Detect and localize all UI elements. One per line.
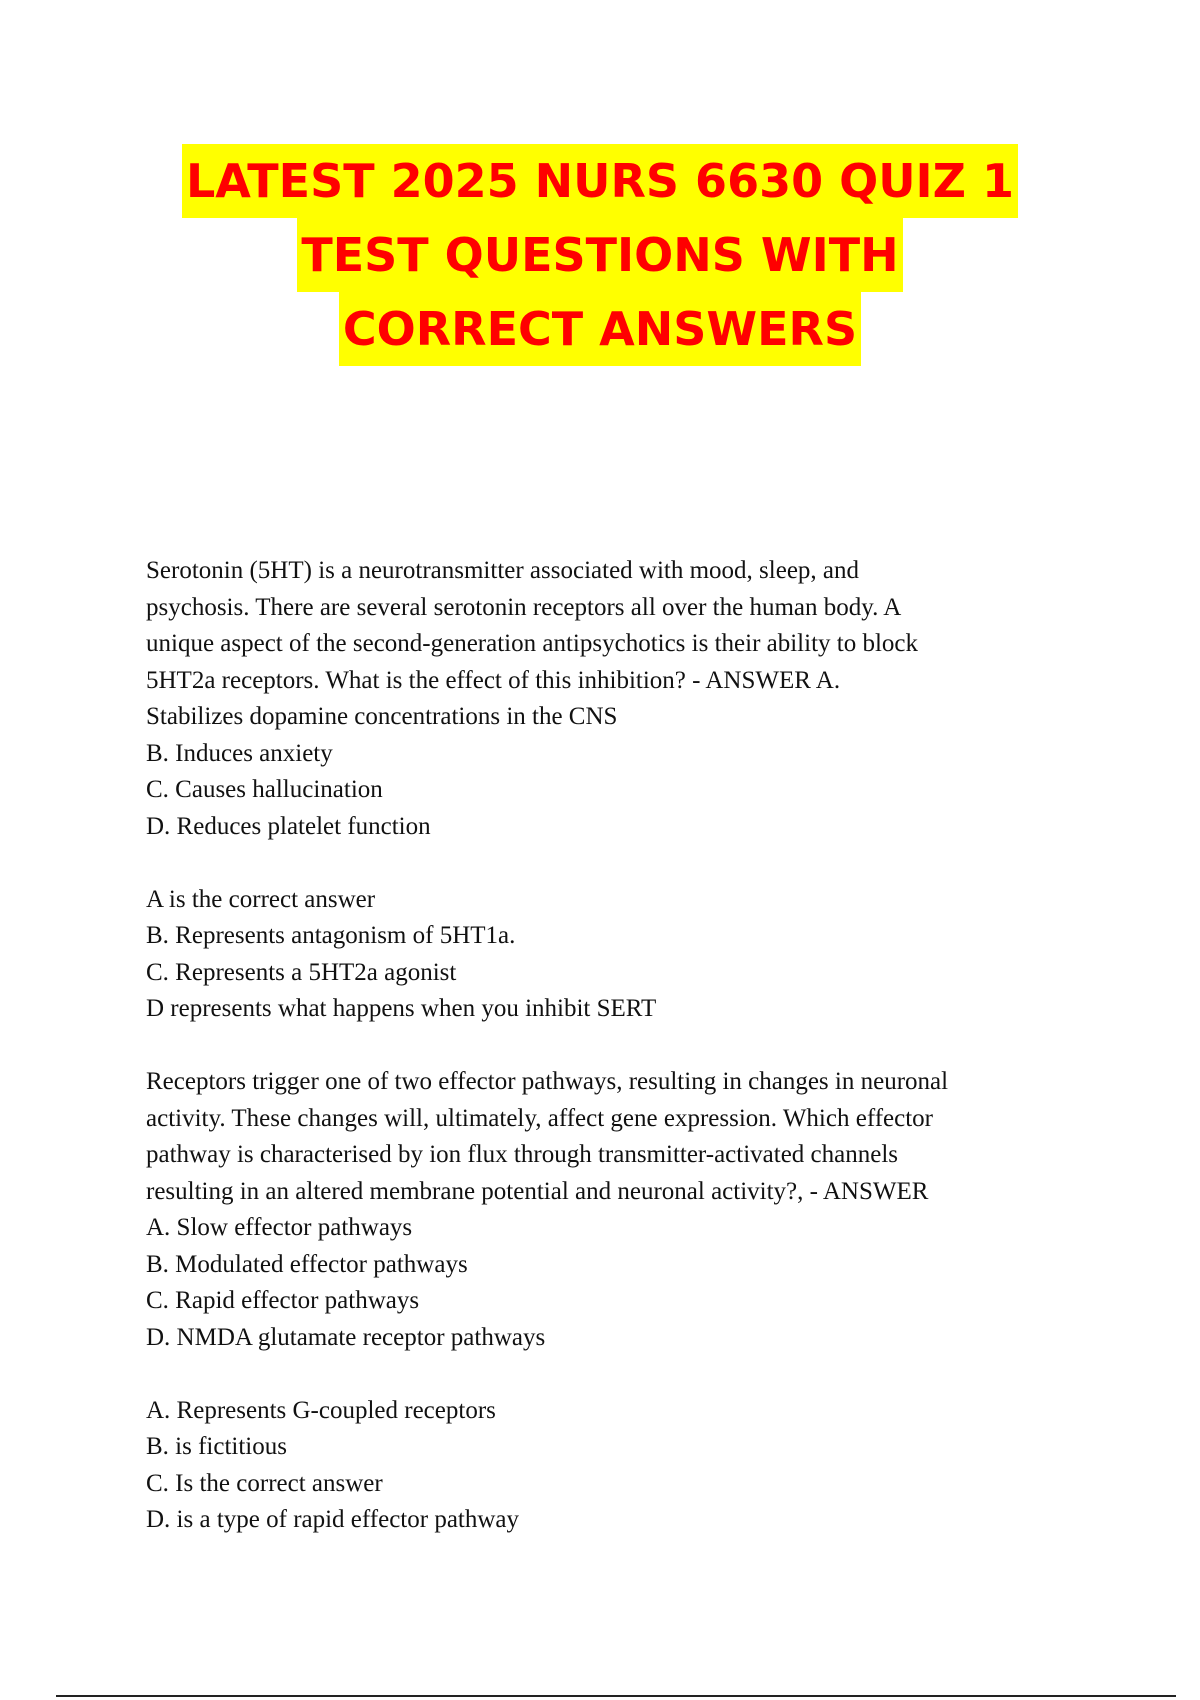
- document-body: [146, 553, 1066, 1539]
- text-line: activity. These changes will, ultimately, affect gene expression. Which effector: [146, 1104, 933, 1132]
- footer-divider: [56, 1695, 1176, 1697]
- title-line-2: TEST QUESTIONS WITH: [297, 218, 902, 292]
- text-line: Serotonin (5HT) is a neurotransmitter associated with mood, sleep, and: [146, 557, 860, 584]
- document-title: [0, 144, 1200, 366]
- text-line: psychosis. There are several serotonin receptors all over the human body. A: [146, 593, 902, 621]
- text-line: D. NMDA glutamate receptor pathways: [146, 1323, 546, 1351]
- paragraph-gap: [146, 1356, 1066, 1393]
- text-line: D. is a type of rapid effector pathway: [146, 1506, 520, 1533]
- text-line: D represents what happens when you inhibit SERT: [146, 995, 657, 1022]
- title-line-1: LATEST 2025 NURS 6630 QUIZ 1: [182, 144, 1018, 218]
- paragraph-gap: [146, 845, 1066, 882]
- text-line: pathway is characterised by ion flux through transmitter-activated channels: [146, 1141, 899, 1168]
- text-line: A. Represents G-coupled receptors: [146, 1396, 496, 1424]
- title-line-3: CORRECT ANSWERS: [339, 292, 861, 366]
- text-line: A is the correct answer: [146, 885, 376, 913]
- paragraph-gap: [146, 1028, 1066, 1065]
- text-line: A. Slow effector pathways: [146, 1214, 413, 1241]
- text-line: D. Reduces platelet function: [146, 812, 431, 840]
- text-line: B. Represents antagonism of 5HT1a.: [146, 922, 516, 949]
- text-line: C. Rapid effector pathways: [146, 1287, 420, 1314]
- text-line: C. Causes hallucination: [146, 776, 383, 803]
- text-line: 5HT2a receptors. What is the effect of this inhibition? - ANSWER A.: [146, 666, 841, 694]
- text-line: B. Induces anxiety: [146, 739, 333, 767]
- text-line: Receptors trigger one of two effector pathways, resulting in changes in neuronal: [146, 1068, 949, 1095]
- text-line: Stabilizes dopamine concentrations in the CNS: [146, 703, 618, 730]
- text-line: C. Is the correct answer: [146, 1469, 383, 1497]
- text-line: resulting in an altered membrane potential and neuronal activity?, - ANSWER: [146, 1177, 929, 1205]
- text-line: unique aspect of the second-generation antipsychotics is their ability to block: [146, 630, 919, 657]
- text-line: B. Modulated effector pathways: [146, 1250, 468, 1278]
- text-line: B. is fictitious: [146, 1433, 287, 1460]
- text-line: C. Represents a 5HT2a agonist: [146, 958, 457, 986]
